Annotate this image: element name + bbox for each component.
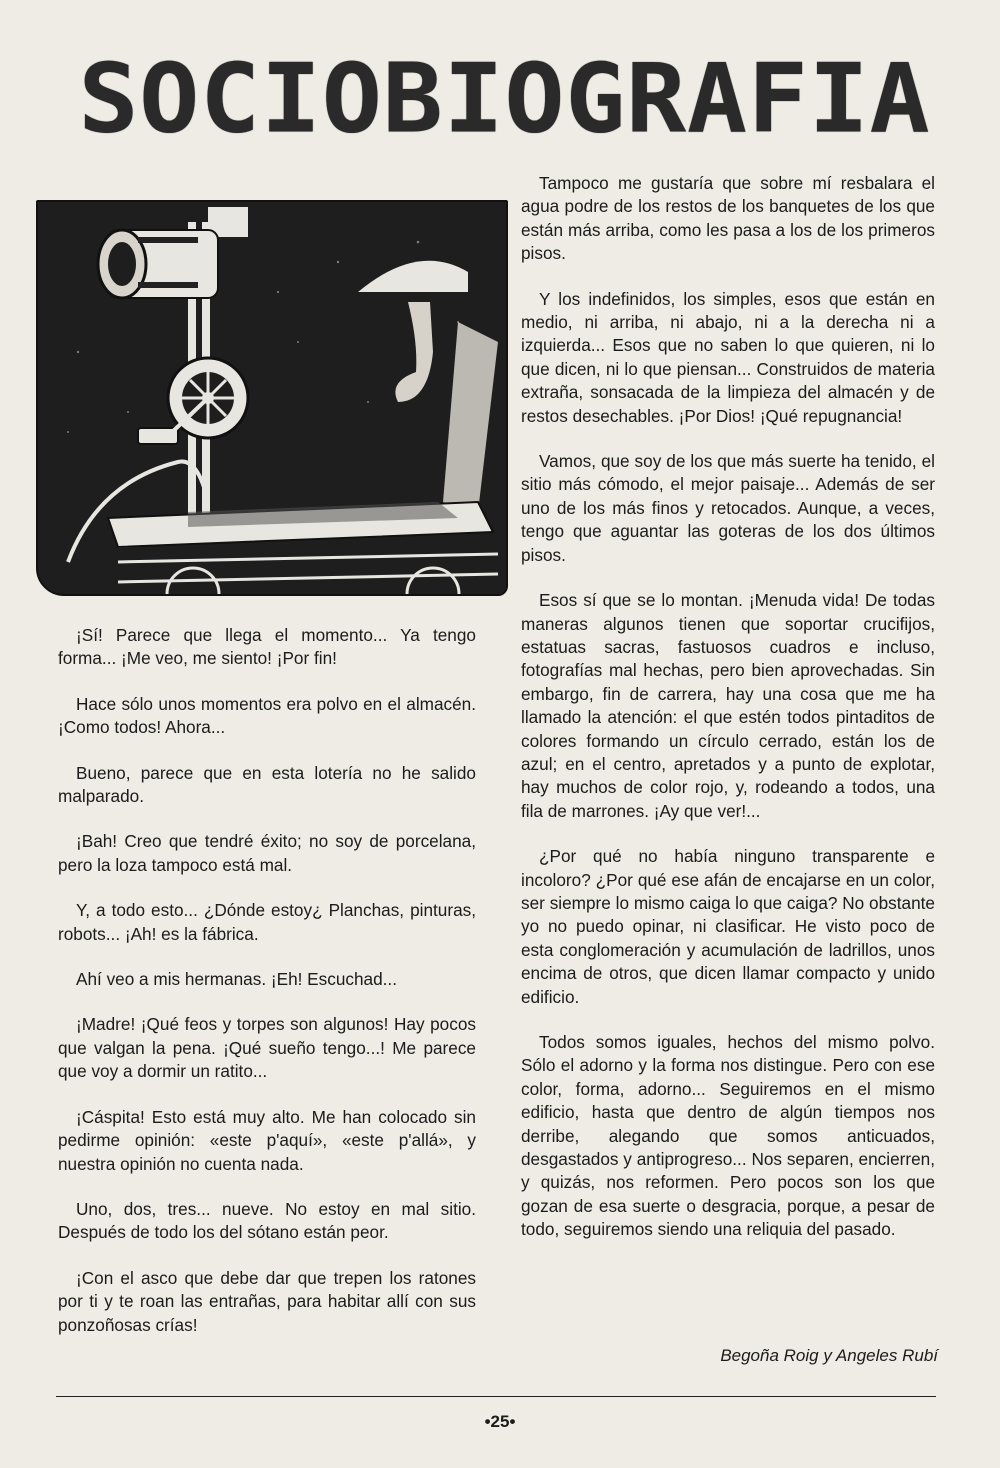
right-column <box>521 172 935 1264</box>
title-letter: O <box>139 42 200 155</box>
footer-divider <box>56 1396 936 1397</box>
machine-illustration <box>36 200 508 596</box>
paragraph: Todos somos iguales, hechos del mismo polvo. Sólo el adorno y la forma nos distingue. Pero con ese color, forma, adorno... Seguiremos en el mismo edificio, hasta que dentro de algún tiempos nos derribe, alegando que somos anticuados, desgastados y antiprogreso... Nos separen, encierren, y quizás, nos reformen. Pero pocos son los que gozan de esa suerte o desgracia, porque, a pesar de todo, seguiremos siendo una reliquia del pasado. <box>521 1032 935 1240</box>
paragraph: Bueno, parece que en esta lotería no he salido malparado. <box>58 762 476 807</box>
title-letter: I <box>260 42 322 155</box>
title-letter: O <box>504 42 565 155</box>
title-letter: G <box>565 42 626 155</box>
paragraph: Hace sólo unos momentos era polvo en el almacén. ¡Como todos! Ahora... <box>58 693 476 738</box>
paragraph: ¿Por qué no había ninguno transparente e incoloro? ¿Por qué ese afán de encajarse en un color, ser siempre lo mismo caiga lo que caiga? No obstante yo no puedo opinar, ni clasificar. He visto poco de esta conglomeración y acumulación de ladrillos, unos encima de otros, que dicen llamar compacto y unido edificio. <box>521 846 935 1007</box>
title-letter: I <box>443 42 504 155</box>
paragraph: Uno, dos, tres... nueve. No estoy en mal sitio. Después de todo los del sótano están peor. <box>58 1198 476 1243</box>
page-title <box>78 42 930 155</box>
paragraph: Y los indefinidos, los simples, esos que están en medio, ni arriba, ni abajo, ni a la derecha ni a izquierda... Esos que no saben lo que quieren, ni lo que dicen, ni lo que piensan... Construidos de materia extraña, sonsacada de la limpieza del almacén y de restos desechables. ¡Por Dios! ¡Qué repugnancia! <box>521 288 935 426</box>
page-number: •25• <box>484 1412 516 1431</box>
author-signature: Begoña Roig y Angeles Rubí <box>720 1346 938 1365</box>
title-letter: O <box>321 42 382 155</box>
paragraph: ¡Madre! ¡Qué feos y torpes son algunos! Hay pocos que valgan la pena. ¡Qué sueño tengo...! Me parece que voy a dormir un ratito... <box>58 1014 476 1082</box>
title-letter: B <box>382 42 443 155</box>
paragraph: Ahí veo a mis hermanas. ¡Eh! Escuchad... <box>76 969 397 990</box>
title-letter: S <box>78 42 139 155</box>
paragraph: ¡Sí! Parece que llega el momento... Ya tengo forma... ¡Me veo, me siento! ¡Por fin! <box>58 625 476 669</box>
left-column <box>58 624 476 1359</box>
paragraph: ¡Cáspita! Esto está muy alto. Me han colocado sin pedirme opinión: «este p'aquí», «este p'allá», y nuestra opinión no cuenta nada. <box>58 1106 476 1174</box>
title-letter: I <box>808 42 869 155</box>
paragraph: Esos sí que se lo montan. ¡Menuda vida! De todas maneras algunos tienen que soportar crucifijos, estatuas sacras, fastuosos cuadros e incluso, fotografías mal hechas, pero bien aprovechadas. Sin embargo, fin de carrera, hay una cosa que me ha llamado la atención: el que estén todos pintaditos de colores formando un círculo cerrado, están los de azul; en el centro, apretados y a punto de explotar, hay muchos de color rojo, y, rodeando a todos, una fila de marrones. ¡Ay que ver!... <box>521 590 935 821</box>
title-letter: F <box>747 42 808 155</box>
paragraph: Y, a todo esto... ¿Dónde estoy¿ Planchas, pinturas, robots... ¡Ah! es la fábrica. <box>58 900 476 944</box>
paragraph: ¡Con el asco que debe dar que trepen los ratones por ti y te roan las entrañas, para habitar allí con sus ponzoñosas crías! <box>58 1267 476 1335</box>
paragraph: Vamos, que soy de los que más suerte ha tenido, el sitio más cómodo, el mejor paisaje... Además de ser uno de los más finos y retocados. Aunque, a veces, tengo que aguantar las goteras de los dos últimos pisos. <box>521 451 935 565</box>
title-letter: C <box>200 42 261 155</box>
paragraph: ¡Bah! Creo que tendré éxito; no soy de porcelana, pero la loza tampoco está mal. <box>58 831 476 875</box>
title-letter: R <box>626 42 687 155</box>
machine-illustration-icon <box>38 202 506 594</box>
paragraph: Tampoco me gustaría que sobre mí resbalara el agua podre de los restos de los banquetes de los que están más arriba, como les pasa a los de los primeros pisos. <box>521 173 935 264</box>
title-letter: A <box>869 42 930 155</box>
title-letter: A <box>686 42 748 155</box>
